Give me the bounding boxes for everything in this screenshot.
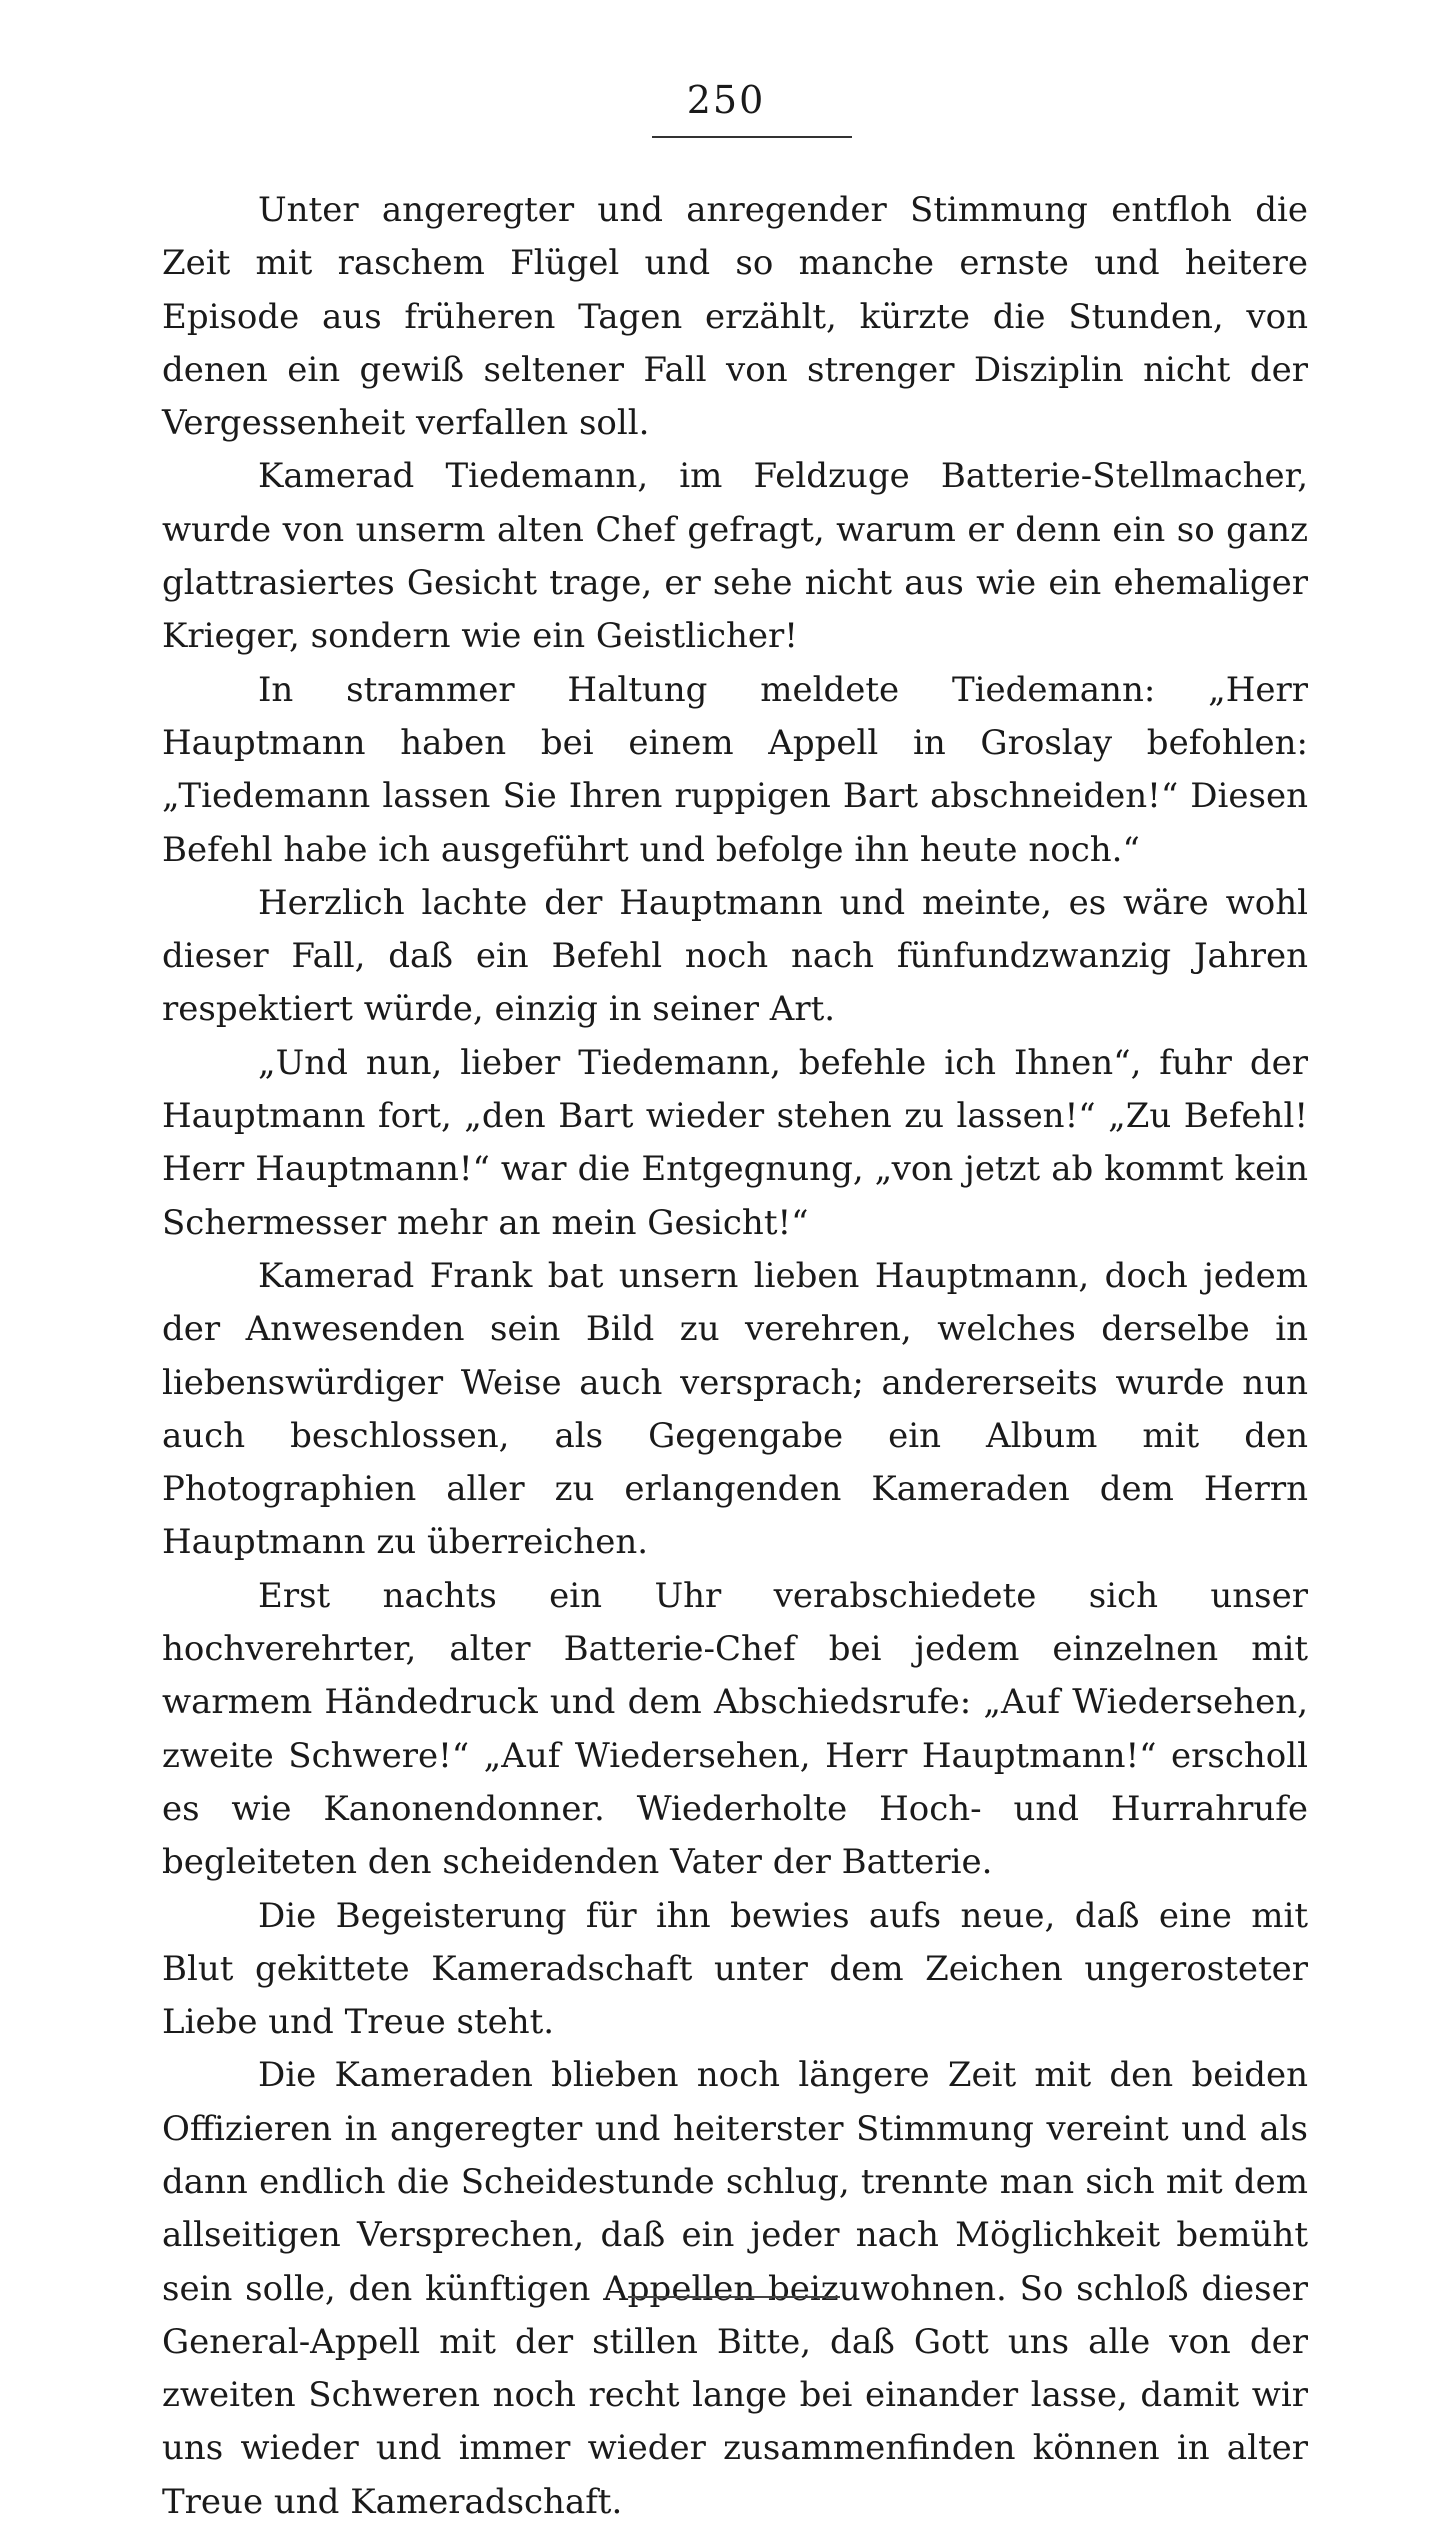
paragraph: Kamerad Tiedemann, im Feldzuge Batterie-Stellmacher, wurde von unserm alten Chef gefragt, warum er denn ein so ganz glattrasiertes Gesicht trage, er sehe nicht aus wie ein ehemaliger Krieger, sondern wie ein Geistlicher! [162,456,1308,657]
body-text [162,184,1308,2529]
paragraph: Kamerad Frank bat unsern lieben Hauptmann, doch jedem der Anwesenden sein Bild zu verehren, welches derselbe in liebenswürdiger Weise auch versprach; andererseits wurde nun auch beschlossen, als Gegengabe ein Album mit den Photographien aller zu erlangenden Kameraden dem Herrn Hauptmann zu überreichen. [162,1255,1308,1563]
header-rule [652,136,852,138]
paragraph: Erst nachts ein Uhr verabschiedete sich unser hochverehrter, alter Batterie-Chef bei jedem einzelnen mit warmem Händedruck und dem Abschiedsrufe: „Auf Wiedersehen, zweite Schwere!“ „Auf Wiedersehen, Herr Hauptmann!“ erscholl es wie Kanonendonner. Wiederholte Hoch- und Hurrahrufe begleiteten den scheidenden Vater der Batterie. [162,1575,1308,1883]
page-number: 250 [686,78,766,122]
footer-rule [628,2296,840,2298]
paragraph: „Und nun, lieber Tiedemann, befehle ich Ihnen“, fuhr der Hauptmann fort, „den Bart wieder stehen zu lassen!“ „Zu Befehl! Herr Hauptmann!“ war die Entgegnung, „von jetzt ab kommt kein Schermesser mehr an mein Gesicht!“ [162,1042,1308,1243]
paragraph: Herzlich lachte der Hauptmann und meinte, es wäre wohl dieser Fall, daß ein Befehl noch nach fünfundzwanzig Jahren respektiert würde, einzig in seiner Art. [162,882,1308,1030]
paragraph: Die Begeisterung für ihn bewies aufs neue, daß eine mit Blut gekittete Kameradschaft unter dem Zeichen ungerosteter Liebe und Treue steht. [162,1895,1308,2043]
paragraph: Die Kameraden blieben noch längere Zeit mit den beiden Offizieren in angeregter und heiterster Stimmung vereint und als dann endlich die Scheidestunde schlug, trennte man sich mit dem allseitigen Versprechen, daß ein jeder nach Möglichkeit bemüht sein solle, den künftigen Appellen beizuwohnen. So schloß dieser General-Appell mit der stillen Bitte, daß Gott uns alle von der zweiten Schweren noch recht lange bei einander lasse, damit wir uns wieder und immer wieder zusammenfinden können in alter Treue und Kameradschaft. [162,2055,1308,2522]
paragraph: In strammer Haltung meldete Tiedemann: „Herr Hauptmann haben bei einem Appell in Groslay befohlen: „Tiedemann lassen Sie Ihren ruppigen Bart abschneiden!“ Diesen Befehl habe ich ausgeführt und befolge ihn heute noch.“ [162,669,1308,870]
paragraph: Unter angeregter und anregender Stimmung entfloh die Zeit mit raschem Flügel und so manche ernste und heitere Episode aus früheren Tagen erzählt, kürzte die Stunden, von denen ein gewiß seltener Fall von strenger Disziplin nicht der Vergessenheit verfallen soll. [162,190,1308,444]
